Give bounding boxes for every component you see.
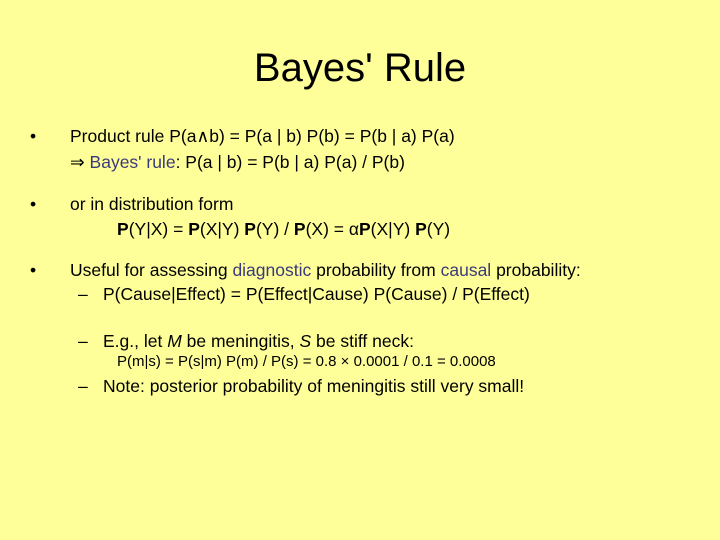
- formula-text: (X) = α: [305, 219, 359, 239]
- bayes-rule-line: [70, 151, 405, 173]
- formula-text: (X|Y): [199, 219, 245, 239]
- var-s: S: [299, 331, 312, 351]
- cause-effect-formula: P(Cause|Effect) = P(Effect|Cause) P(Cause) / P(Effect): [103, 284, 530, 304]
- text-segment: probability:: [491, 260, 581, 280]
- dash-marker: –: [78, 376, 88, 396]
- meningitis-example-line: [103, 330, 414, 352]
- causal-term: causal: [440, 260, 492, 280]
- var-m: M: [167, 331, 182, 351]
- text-segment: be stiff neck:: [311, 331, 414, 351]
- diagnostic-causal-line: [70, 259, 581, 281]
- bullet-marker: •: [30, 126, 37, 146]
- diagnostic-term: diagnostic: [232, 260, 312, 280]
- formula-bold-p: P: [415, 219, 427, 239]
- formula-bold-p: P: [188, 219, 200, 239]
- slide-title: Bayes' Rule: [253, 46, 467, 90]
- dash-marker: –: [78, 331, 88, 351]
- text-segment: be meningitis,: [181, 331, 300, 351]
- formula-bold-p: P: [293, 219, 306, 239]
- posterior-note: Note: posterior probability of meningitis still very small!: [103, 376, 525, 396]
- formula-bold-p: P: [358, 219, 371, 239]
- text-segment: E.g., let: [103, 331, 168, 351]
- bullet-marker: •: [30, 260, 37, 280]
- distribution-formula: [117, 218, 450, 240]
- formula-bold-p: P: [117, 219, 129, 239]
- formula-text: (Y): [426, 219, 451, 239]
- product-rule-line: Product rule P(a∧b) = P(a | b) P(b) = P(b | a) P(a): [70, 126, 455, 146]
- bayes-rule-label: Bayes' rule: [84, 152, 176, 172]
- implies-arrow: ⇒: [70, 152, 85, 172]
- formula-text: (Y|X) =: [128, 219, 189, 239]
- bayes-rule-formula: : P(a | b) = P(b | a) P(a) / P(b): [175, 152, 405, 172]
- text-segment: probability from: [311, 260, 441, 280]
- distribution-form-line: or in distribution form: [70, 194, 234, 214]
- formula-text: (X|Y): [370, 219, 416, 239]
- text-segment: Useful for assessing: [70, 260, 233, 280]
- dash-marker: –: [78, 284, 88, 304]
- formula-text: (Y) /: [255, 219, 294, 239]
- bullet-marker: •: [30, 194, 37, 214]
- formula-bold-p: P: [244, 219, 256, 239]
- meningitis-calculation: P(m|s) = P(s|m) P(m) / P(s) = 0.8 × 0.0001 / 0.1 = 0.0008: [117, 353, 496, 370]
